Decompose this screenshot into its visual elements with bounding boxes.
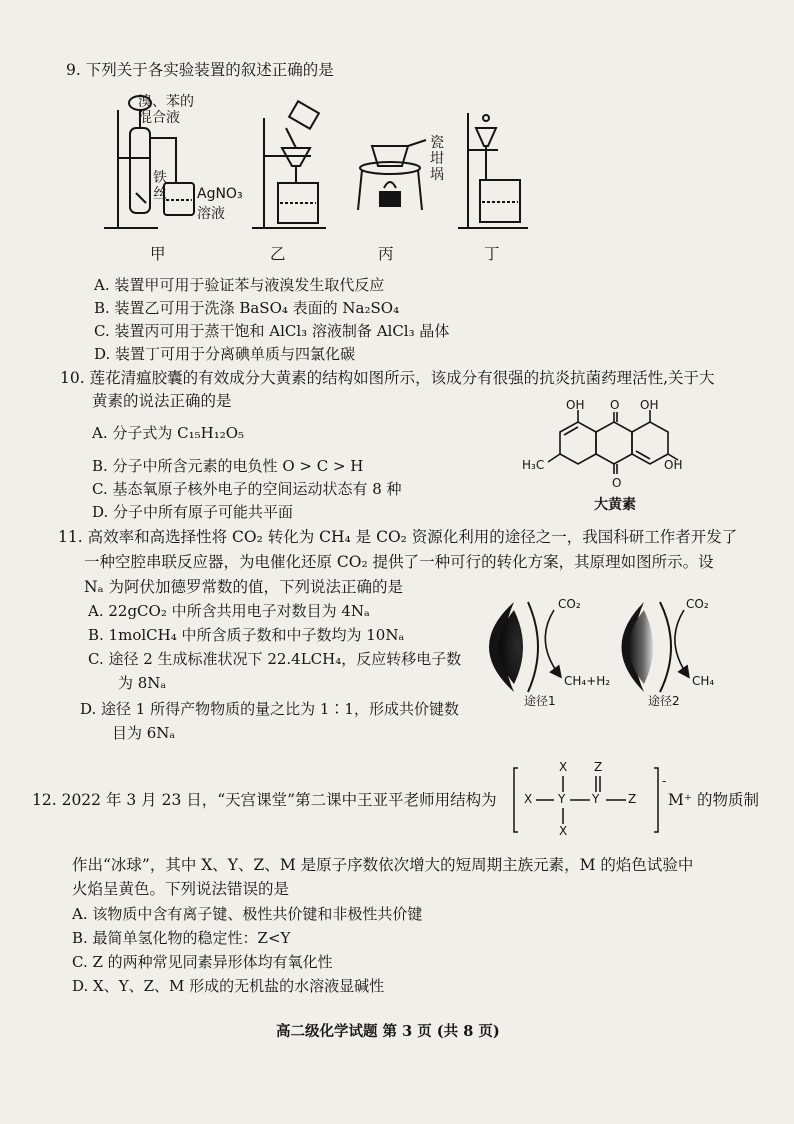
q9-caption-bing: 丙	[378, 245, 394, 263]
q12-option-d: D. X、Y、Z、M 形成的无机盐的水溶液显碱性	[72, 977, 385, 995]
q11-path2-label: 途径2	[648, 694, 680, 708]
q9-agno3-label-1: AgNO₃	[197, 186, 243, 202]
q11-path1-output: CH₄+H₂	[564, 674, 611, 688]
q12-formula-z-right: Z	[628, 792, 637, 806]
q10-stem-line-2: 黄素的说法正确的是	[92, 392, 232, 410]
q11-option-d-line-1: D. 途径 1 所得产物物质的量之比为 1∶1，形成共价键数	[80, 700, 459, 718]
q12-formula-z-top: Z	[594, 760, 603, 774]
q11-path2-input: CO₂	[686, 597, 709, 611]
emodin-oh-top-right: OH	[640, 398, 659, 412]
emodin-o-top: O	[610, 398, 620, 412]
q12-option-b: B. 最简单氢化物的稳定性：Z<Y	[72, 929, 291, 947]
q12-stem-line-2: 作出“冰球”，其中 X、Y、Z、M 是原子序数依次增大的短周期主族元素，M 的焰色试验中	[72, 856, 694, 874]
q12-option-c: C. Z 的两种常见同素异形体均有氧化性	[72, 953, 333, 971]
emodin-o-bottom: O	[612, 476, 622, 490]
q10-option-a: A. 分子式为 C₁₅H₁₂O₅	[92, 424, 245, 442]
q11-stem-line-2: 一种空腔串联反应器，为电催化还原 CO₂ 提供了一种可行的转化方案，其原理如图所示。设	[84, 553, 714, 571]
q12-formula-y1: Y	[558, 792, 566, 806]
q11-option-b: B. 1molCH₄ 中所含质子数和中子数均为 10Nₐ	[88, 626, 405, 644]
q12-formula-x-left: X	[524, 792, 533, 806]
q12-formula-y2: Y	[592, 792, 600, 806]
q9-option-d: D. 装置丁可用于分离碘单质与四氯化碳	[94, 345, 356, 363]
q11-path2-output: CH₄	[692, 674, 715, 688]
q9-stem: 9. 下列关于各实验装置的叙述正确的是	[66, 61, 334, 79]
q9-crucible-label-2: 坩	[430, 151, 444, 167]
emodin-oh-top-left: OH	[566, 398, 585, 412]
q11-stem-line-1: 11. 高效率和高选择性将 CO₂ 转化为 CH₄ 是 CO₂ 资源化利用的途径之一，我国科研工作者开发了	[58, 528, 738, 546]
q12-formula-charge: -	[662, 774, 667, 788]
q9-option-a: A. 装置甲可用于验证苯与液溴发生取代反应	[94, 276, 385, 294]
q10-stem-line-1: 10. 莲花清瘟胶囊的有效成分大黄素的结构如图所示，该成分有很强的抗炎抗菌药理活性,关于大	[60, 369, 715, 387]
q12-formula-x-top: X	[559, 760, 568, 774]
q9-caption-jia: 甲	[150, 245, 166, 263]
q10-option-d: D. 分子中所有原子可能共平面	[92, 503, 294, 521]
q9-option-b: B. 装置乙可用于洗涤 BaSO₄ 表面的 Na₂SO₄	[94, 299, 400, 317]
q9-caption-ding: 丁	[484, 245, 500, 263]
q10-option-b: B. 分子中所含元素的电负性 O > C > H	[92, 457, 364, 475]
q9-iron-label-2: 丝	[153, 186, 167, 202]
q9-crucible-label-1: 瓷	[430, 135, 444, 151]
q11-option-c-line-2: 为 8Nₐ	[118, 674, 167, 692]
q12-stem-suffix: M⁺ 的物质制	[668, 791, 759, 809]
q9-caption-yi: 乙	[270, 245, 286, 263]
emodin-caption: 大黄素	[594, 497, 636, 513]
q12-stem-line-3: 火焰呈黄色。下列说法错误的是	[72, 880, 290, 898]
q9-reagent-label-1: 溴、苯的	[138, 94, 194, 110]
q9-crucible-label-3: 埚	[430, 167, 444, 183]
emodin-oh-right: OH	[664, 458, 683, 472]
page-footer: 高二级化学试题 第 3 页 (共 8 页)	[276, 1023, 500, 1040]
q11-path1-input: CO₂	[558, 597, 581, 611]
q9-reagent-label-2: 混合液	[138, 110, 180, 126]
q12-stem-prefix: 12. 2022 年 3 月 23 日，“天宫课堂”第二课中王亚平老师用结构为	[32, 791, 497, 809]
q11-stem-line-3: Nₐ 为阿伏加德罗常数的值，下列说法正确的是	[84, 578, 403, 596]
q12-formula-x-bottom: X	[559, 824, 568, 838]
q11-path1-label: 途径1	[524, 694, 556, 708]
q11-option-d-line-2: 目为 6Nₐ	[112, 724, 176, 742]
q10-option-c: C. 基态氧原子核外电子的空间运动状态有 8 种	[92, 480, 402, 498]
q12-option-a: A. 该物质中含有离子键、极性共价键和非极性共价键	[72, 905, 423, 923]
q11-option-a: A. 22gCO₂ 中所含共用电子对数目为 4Nₐ	[88, 602, 370, 620]
q11-option-c-line-1: C. 途径 2 生成标准状况下 22.4LCH₄，反应转移电子数	[88, 650, 462, 668]
emodin-ch3: H₃C	[522, 458, 545, 472]
q9-option-c: C. 装置丙可用于蒸干饱和 AlCl₃ 溶液制备 AlCl₃ 晶体	[94, 322, 450, 340]
q9-iron-label-1: 铁	[153, 170, 167, 186]
q9-agno3-label-2: 溶液	[197, 206, 225, 222]
